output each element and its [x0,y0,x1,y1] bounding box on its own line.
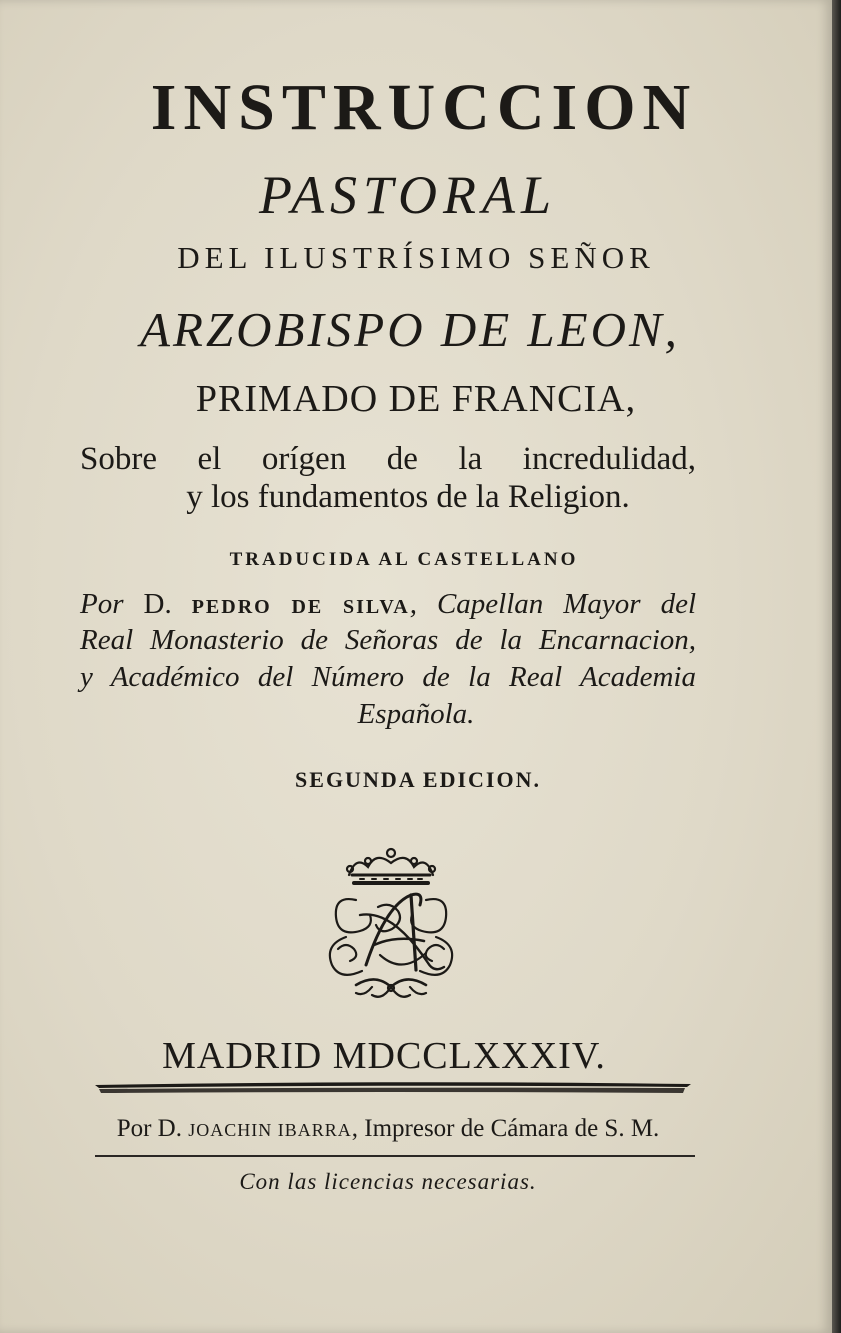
author-role: PRIMADO DE FRANCIA, [195,378,637,420]
printer-name: JOACHIN IBARRA [188,1120,352,1140]
translator-line-4: Española. [357,698,475,730]
book-title: INSTRUCCION [150,71,698,144]
translator-line-2: Real Monasterio de Señoras de la Encarnacion, [80,624,696,656]
translator-por: Por [80,588,124,620]
topic-line-1: Sobre el orígen de la incredulidad, [80,441,696,477]
topic-line-2: y los fundamentos de la Religion. [186,479,630,515]
author-intro: DEL ILUSTRÍSIMO SEÑOR [177,240,655,275]
author-name: ARZOBISPO DE LEON, [140,302,680,357]
decorative-rule [95,1081,691,1095]
thin-rule [95,1155,695,1157]
crowned-monogram-emblem [316,845,466,1010]
translator-line-3: y Académico del Número de la Real Academia [80,661,696,693]
translator-title: , Capellan Mayor del [409,588,697,620]
book-subtitle: PASTORAL [258,165,558,225]
translator-name: PEDRO DE SILVA [191,596,410,618]
translation-note: TRADUCIDA AL CASTELLANO [229,549,579,570]
book-edge [832,0,841,1333]
edition: SEGUNDA EDICION. [295,767,541,792]
translator-line-1 [80,586,696,625]
translator-d: D. [143,588,172,620]
printer-por: Por D. [116,1115,182,1142]
printer-line [0,1113,804,1146]
imprint-place-date: MADRID MDCCLXXXIV. [162,1035,606,1077]
licence-note: Con las licencias necesarias. [239,1169,537,1194]
printer-title: , Impresor de Cámara de S. M. [351,1115,660,1142]
